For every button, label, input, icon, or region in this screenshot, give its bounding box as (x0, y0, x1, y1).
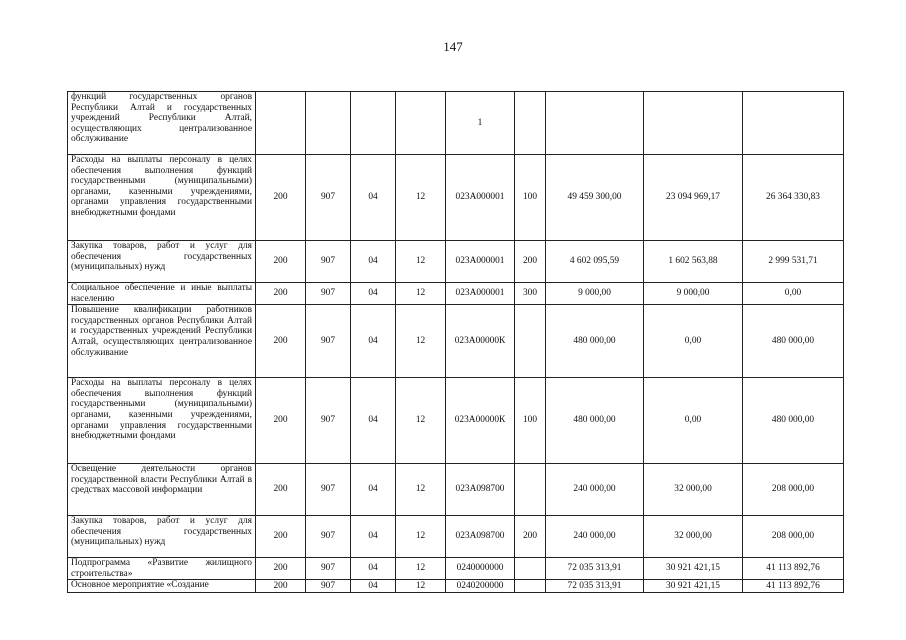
ministry-code-cell: 907 (306, 558, 351, 580)
ministry-code-cell: 907 (306, 305, 351, 378)
section-cell: 04 (351, 516, 396, 558)
subsection-cell: 12 (396, 464, 446, 516)
expense-type-cell (515, 558, 546, 580)
table-row (68, 241, 844, 283)
amount-plan-cell: 49 459 300,00 (546, 155, 644, 241)
target-article-cell: 023А000001 (446, 155, 515, 241)
amount-remaining-cell: 2 999 531,71 (743, 241, 844, 283)
section-cell: 04 (351, 241, 396, 283)
section-cell: 04 (351, 464, 396, 516)
target-article-cell: 023А00000К (446, 305, 515, 378)
name-cell: Расходы на выплаты персоналу в целях обеспечения выполнения функций государственными (муниципальными) органами, казенными учреждениями, органами управления государственными внебюджетными фондами (68, 155, 256, 241)
budget-table (67, 91, 844, 593)
target-article-cell: 023А000001 (446, 241, 515, 283)
table-row (68, 378, 844, 464)
amount-plan-cell: 72 035 313,91 (546, 558, 644, 580)
subsection-cell: 12 (396, 305, 446, 378)
admin-code-cell: 200 (256, 305, 306, 378)
target-article-cell: 1 (446, 92, 515, 155)
table-row (68, 580, 844, 593)
admin-code-cell: 200 (256, 241, 306, 283)
subsection-cell: 12 (396, 155, 446, 241)
target-article-cell: 0240000000 (446, 558, 515, 580)
name-cell: Освещение деятельности органов государственной власти Республики Алтай в средствах массовой информации (68, 464, 256, 516)
expense-type-cell: 100 (515, 378, 546, 464)
table-row (68, 516, 844, 558)
name-cell: Закупка товаров, работ и услуг для обеспечения государственных (муниципальных) нужд (68, 241, 256, 283)
expense-type-cell (515, 305, 546, 378)
expense-type-cell: 200 (515, 516, 546, 558)
subsection-cell: 12 (396, 283, 446, 305)
target-article-cell: 023А000001 (446, 283, 515, 305)
amount-remaining-cell: 0,00 (743, 283, 844, 305)
subsection-cell: 12 (396, 558, 446, 580)
ministry-code-cell: 907 (306, 378, 351, 464)
target-article-cell: 023А00000К (446, 378, 515, 464)
amount-plan-cell (546, 92, 644, 155)
amount-plan-cell: 9 000,00 (546, 283, 644, 305)
amount-executed-cell: 32 000,00 (644, 464, 743, 516)
amount-remaining-cell: 208 000,00 (743, 464, 844, 516)
target-article-cell: 023А098700 (446, 464, 515, 516)
amount-remaining-cell: 208 000,00 (743, 516, 844, 558)
amount-remaining-cell: 480 000,00 (743, 305, 844, 378)
amount-executed-cell (644, 92, 743, 155)
amount-executed-cell: 23 094 969,17 (644, 155, 743, 241)
amount-remaining-cell: 26 364 330,83 (743, 155, 844, 241)
admin-code-cell: 200 (256, 378, 306, 464)
section-cell: 04 (351, 155, 396, 241)
name-cell: Закупка товаров, работ и услуг для обеспечения государственных (муниципальных) нужд (68, 516, 256, 558)
expense-type-cell (515, 464, 546, 516)
expense-type-cell: 300 (515, 283, 546, 305)
admin-code-cell: 200 (256, 155, 306, 241)
amount-executed-cell: 0,00 (644, 305, 743, 378)
ministry-code-cell: 907 (306, 516, 351, 558)
table-row (68, 558, 844, 580)
amount-plan-cell: 480 000,00 (546, 378, 644, 464)
section-cell (351, 92, 396, 155)
subsection-cell: 12 (396, 378, 446, 464)
amount-remaining-cell: 41 113 892,76 (743, 558, 844, 580)
ministry-code-cell: 907 (306, 155, 351, 241)
table-row (68, 305, 844, 378)
amount-remaining-cell: 41 113 892,76 (743, 580, 844, 593)
subsection-cell: 12 (396, 241, 446, 283)
amount-remaining-cell: 480 000,00 (743, 378, 844, 464)
section-cell: 04 (351, 378, 396, 464)
admin-code-cell (256, 92, 306, 155)
ministry-code-cell: 907 (306, 283, 351, 305)
name-cell: Социальное обеспечение и иные выплаты населению (68, 283, 256, 305)
amount-plan-cell: 480 000,00 (546, 305, 644, 378)
amount-executed-cell: 30 921 421,15 (644, 580, 743, 593)
ministry-code-cell: 907 (306, 464, 351, 516)
section-cell: 04 (351, 305, 396, 378)
subsection-cell (396, 92, 446, 155)
table-row (68, 155, 844, 241)
ministry-code-cell: 907 (306, 580, 351, 593)
target-article-cell: 0240200000 (446, 580, 515, 593)
amount-executed-cell: 9 000,00 (644, 283, 743, 305)
section-cell: 04 (351, 580, 396, 593)
admin-code-cell: 200 (256, 558, 306, 580)
table-row (68, 464, 844, 516)
name-cell: Повышение квалификации работников государственных органов Республики Алтай и государственных учреждений Республики Алтай, осуществляющих централизованное обслуживание (68, 305, 256, 378)
admin-code-cell: 200 (256, 516, 306, 558)
subsection-cell: 12 (396, 580, 446, 593)
expense-type-cell (515, 92, 546, 155)
admin-code-cell: 200 (256, 464, 306, 516)
expense-type-cell (515, 580, 546, 593)
expense-type-cell: 200 (515, 241, 546, 283)
amount-plan-cell: 240 000,00 (546, 464, 644, 516)
section-cell: 04 (351, 558, 396, 580)
amount-plan-cell: 4 602 095,59 (546, 241, 644, 283)
page-number: 147 (443, 39, 463, 54)
amount-executed-cell: 30 921 421,15 (644, 558, 743, 580)
admin-code-cell: 200 (256, 283, 306, 305)
amount-plan-cell: 72 035 313,91 (546, 580, 644, 593)
ministry-code-cell: 907 (306, 241, 351, 283)
admin-code-cell: 200 (256, 580, 306, 593)
name-cell: функций государственных органов Республики Алтай и государственных учреждений Республики Алтай, осуществляющих централизованное обслуживание (68, 92, 256, 155)
name-cell: Основное мероприятие «Создание (68, 580, 256, 593)
section-cell: 04 (351, 283, 396, 305)
amount-executed-cell: 32 000,00 (644, 516, 743, 558)
ministry-code-cell (306, 92, 351, 155)
name-cell: Подпрограмма «Развитие жилищного строительства» (68, 558, 256, 580)
amount-executed-cell: 1 602 563,88 (644, 241, 743, 283)
table-row (68, 283, 844, 305)
name-cell: Расходы на выплаты персоналу в целях обеспечения выполнения функций государственными (муниципальными) органами, казенными учреждениями, органами управления государственными внебюджетными фондами (68, 378, 256, 464)
table-row (68, 92, 844, 155)
target-article-cell: 023А098700 (446, 516, 515, 558)
amount-executed-cell: 0,00 (644, 378, 743, 464)
subsection-cell: 12 (396, 516, 446, 558)
expense-type-cell: 100 (515, 155, 546, 241)
amount-plan-cell: 240 000,00 (546, 516, 644, 558)
amount-remaining-cell (743, 92, 844, 155)
